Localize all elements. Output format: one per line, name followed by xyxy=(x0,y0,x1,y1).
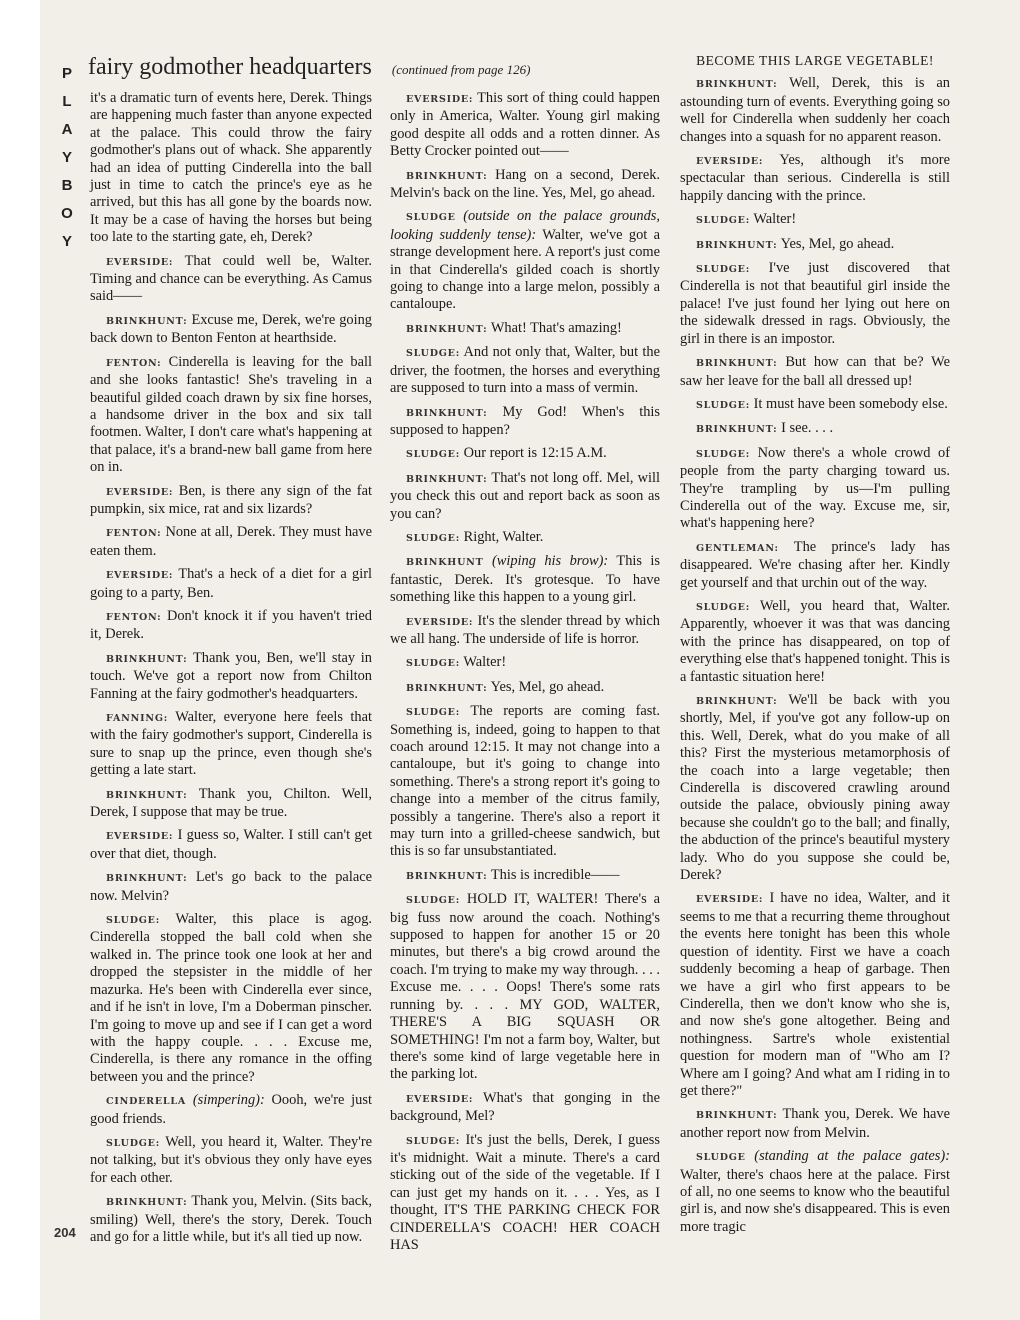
dialogue-paragraph xyxy=(90,312,372,348)
stage-direction: (outside on the palace grounds, looking suddenly tense): xyxy=(390,208,660,243)
dialogue-text: None at all, Derek. They must have eaten them. xyxy=(90,524,372,559)
speaker-name: BRINKHUNT: xyxy=(696,696,778,707)
speaker-name: SLUDGE: xyxy=(696,215,751,227)
speaker-name: EVERSIDE: xyxy=(106,256,174,268)
dialogue-text: HOLD IT, WALTER! There's a big fuss now around the coach. Nothing's supposed to happen for another 15 or 20 minutes, but there's a big crowd around the coach. I'm trying to make my way through. . . . Excuse me. . . . Oops! There's some rats running by. . . . MY GOD, WALTER, THERE'S A BIG SQUASH OR SOMETHING! I'm not a farm boy, Walter, but there's some kind of large vegetable here in the parking lot. xyxy=(390,891,660,1083)
dialogue-text: This is incredible—— xyxy=(490,866,620,883)
dialogue-paragraph xyxy=(680,75,950,146)
speaker-name: BRINKHUNT: xyxy=(696,239,778,251)
dialogue-text: Yes, although it's more spectacular than serious. Cinderella is still happily dancing with the prince. xyxy=(680,152,950,204)
speaker-name: BRINKHUNT: xyxy=(696,424,778,436)
speaker-name: SLUDGE: xyxy=(696,264,751,276)
dialogue-text: I have no idea, Walter, and it seems to me that a recurring theme throughout the events here tonight has been this whole question of identity. First we have a coach suddenly becoming a heap of garbage. Then we have a girl who first appears to be Cinderella, then we don't know who she is, and now she's gone altogether. Being and nothingness. Sartre's whole existential question for modern man of "Who am I? Where am I going? And what am I riding in to get there?" xyxy=(680,890,950,1099)
continued-note: (continued from page 126) xyxy=(391,62,531,77)
dialogue-paragraph xyxy=(390,613,660,649)
stage-direction: (standing at the palace gates): xyxy=(754,1148,950,1165)
dialogue-text: Thank you, Ben, we'll stay in touch. We've got a report now from Chilton Fanning at the fairy godmother's headquarters. xyxy=(90,649,372,702)
dialogue-text: Cinderella is leaving for the ball and she looks fantastic! She's traveling in a beautiful gilded coach drawn by six fine horses, a handsome driver in the box and six tall footmen. Walter, I don't care what's happening at that palace, it's a brand-new ball game from here on in. xyxy=(90,353,372,476)
masthead-letter: A xyxy=(61,121,75,138)
text-column-3 xyxy=(680,52,950,1242)
dialogue-paragraph xyxy=(90,1092,372,1128)
speaker-name: SLUDGE xyxy=(406,212,456,224)
speaker-name: FENTON: xyxy=(106,357,162,369)
speaker-name: EVERSIDE: xyxy=(406,616,474,628)
dialogue-paragraph xyxy=(680,445,950,533)
dialogue-text: It's the slender thread by which we all hang. The underside of life is horror. xyxy=(390,612,660,647)
dialogue-paragraph xyxy=(90,709,372,780)
dialogue-paragraph xyxy=(90,786,372,822)
speaker-name: BRINKHUNT: xyxy=(106,1197,188,1209)
speaker-name: SLUDGE: xyxy=(406,895,461,907)
dialogue-paragraph xyxy=(390,679,660,697)
speaker-name: EVERSIDE: xyxy=(106,570,174,582)
dialogue-paragraph xyxy=(390,891,660,1083)
dialogue-paragraph xyxy=(680,692,950,884)
dialogue-text: Let's go back to the palace now. Melvin? xyxy=(90,869,372,904)
dialogue-text: The prince's lady has disappeared. We're chasing after her. Kindly get yourself and that urchin out of the way. xyxy=(680,538,950,591)
dialogue-paragraph xyxy=(90,1134,372,1187)
headline-title: fairy godmother headquarters xyxy=(88,54,372,80)
speaker-name: EVERSIDE: xyxy=(106,831,174,843)
page-number: 204 xyxy=(54,1225,76,1240)
speaker-name: BRINKHUNT xyxy=(406,557,484,569)
dialogue-text: That's a heck of a diet for a girl going to a party, Ben. xyxy=(90,566,372,601)
masthead-letter: Y xyxy=(61,149,74,166)
dialogue-paragraph xyxy=(90,911,372,1086)
dialogue-paragraph xyxy=(90,354,372,477)
text-column-2 xyxy=(390,90,660,1260)
speaker-name: EVERSIDE: xyxy=(406,94,474,105)
dialogue-paragraph xyxy=(390,867,660,885)
dialogue-text: And not only that, Walter, but the driver, the footmen, the horses and everything are supposed to turn into a mass of vermin. xyxy=(390,344,660,397)
speaker-name: SLUDGE: xyxy=(406,348,461,360)
dialogue-paragraph xyxy=(680,211,950,229)
speaker-name: EVERSIDE: xyxy=(696,156,764,168)
dialogue-paragraph xyxy=(390,553,660,606)
dialogue-paragraph xyxy=(90,566,372,602)
article-headline xyxy=(88,54,530,81)
dialogue-paragraph xyxy=(680,598,950,686)
speaker-name: SLUDGE: xyxy=(106,915,161,927)
dialogue-text: Walter! xyxy=(463,654,507,671)
dialogue-text: That could well be, Walter. Timing and chance can be everything. As Camus said—— xyxy=(90,252,372,305)
dialogue-text: Yes, Mel, go ahead. xyxy=(780,235,895,252)
dialogue-text: Ben, is there any sign of the fat pumpkin, six mice, rat and six lizards? xyxy=(90,482,372,517)
dialogue-paragraph xyxy=(390,529,660,547)
masthead-letter: O xyxy=(61,205,75,222)
dialogue-paragraph xyxy=(390,470,660,523)
dialogue-text: Well, Derek, this is an astounding turn of events. Everything going so well for Cinderella when suddenly her coach changes into a squash for no apparent reason. xyxy=(680,75,950,145)
masthead-letter: P xyxy=(61,65,74,82)
dialogue-paragraph xyxy=(90,253,372,306)
speaker-name: BRINKHUNT: xyxy=(406,170,488,182)
dialogue-text: Walter, this place is agog. Cinderella stopped the ball cold when she walked in. The prince took one look at her and dropped the stepsister in the middle of her mazurka. He's been with Cinderella ever since, and if he isn't in love, I'm a Doberman pinscher. I'm going to move up and see if I can get a word with the happy couple. . . . Excuse me, Cinderella, is there any romance in the offing between you and the prince? xyxy=(90,911,372,1085)
dialogue-text: This sort of thing could happen only in America, Walter. Young girl making good despite all odds and a rotten dinner. As Betty Crocker pointed out—— xyxy=(390,90,660,160)
dialogue-paragraph xyxy=(390,320,660,338)
dialogue-paragraph xyxy=(390,654,660,672)
dialogue-text: Don't knock it if you haven't tried it, Derek. xyxy=(90,607,372,643)
dialogue-paragraph xyxy=(680,890,950,1100)
dialogue-text: I see. . . . xyxy=(781,420,834,437)
dialogue-paragraph xyxy=(90,650,372,703)
dialogue-paragraph xyxy=(390,703,660,861)
dialogue-paragraph xyxy=(680,420,950,438)
dialogue-paragraph xyxy=(680,1106,950,1142)
dialogue-text: Now there's a whole crowd of people from the party charging toward us. They're trampling by us—I'm pulling Cinderella out of the way. Excuse me, sir, what's happening here? xyxy=(680,444,950,532)
dialogue-paragraph xyxy=(90,869,372,905)
speaker-name: SLUDGE: xyxy=(696,448,751,460)
dialogue-text: The reports are coming fast. Something is, indeed, going to happen to that coach around 12:15. It may not change into a cantaloupe, but it's going to change into something. There's a strong report it's going to change into a member of the citrus family, possibly a tangerine. There's also a report it may turn into a grilled-cheese sandwich, but this is so far unsubstantiated. xyxy=(390,703,660,860)
dialogue-text: Well, you heard that, Walter. Apparently, whoever it was that was dancing with the prince has disappeared, on top of everything else that's happened tonight. This is a fantastic situation here! xyxy=(680,597,950,685)
dialogue-text: It must have been somebody else. xyxy=(753,395,948,412)
dialogue-paragraph xyxy=(90,827,372,863)
dialogue-paragraph xyxy=(680,354,950,390)
speaker-name: BRINKHUNT: xyxy=(106,315,188,327)
dialogue-text: Right, Walter. xyxy=(463,528,544,545)
dialogue-text: Thank you, Chilton. Well, Derek, I suppose that may be true. xyxy=(90,785,372,821)
masthead-letter: B xyxy=(61,177,75,194)
dialogue-paragraph xyxy=(90,608,372,644)
speaker-name: BRINKHUNT: xyxy=(406,870,488,882)
dialogue-text: What! That's amazing! xyxy=(490,319,622,336)
speaker-name: FENTON: xyxy=(106,611,162,623)
dialogue-paragraph xyxy=(390,404,660,440)
dialogue-text: Walter, everyone here feels that with the fairy godmother's support, Cinderella is sure to snap up the prince, even though she's getting a late start. xyxy=(90,709,372,779)
masthead-letter: Y xyxy=(61,233,74,250)
dialogue-text: What's that gonging in the background, Mel? xyxy=(390,1089,660,1125)
dialogue-paragraph xyxy=(390,90,660,161)
speaker-name: BRINKHUNT: xyxy=(406,473,488,485)
speaker-name: SLUDGE: xyxy=(406,707,461,719)
dialogue-text: We'll be back with you shortly, Mel, if you've got any follow-up on this. Well, Derek, what do you make of all this? First the mysterious metamorphosis of the coach into a large vegetable; then Cinderella is discovered crawling around outside the palace, obviously pining away because she couldn't go to the ball; and finally, the abduction of the prince's beautiful mystery lady. Who do you suppose she could be, Derek? xyxy=(680,692,950,884)
dialogue-text: Walter, there's chaos here at the palace. First of all, no one seems to know who the beautiful girl is, and now she's disappeared. This is even more tragic xyxy=(680,1166,950,1235)
dialogue-text: Yes, Mel, go ahead. xyxy=(490,678,605,695)
dialogue-text: That's not long off. Mel, will you check this out and report back as soon as you can? xyxy=(390,469,661,522)
speaker-name: BRINKHUNT: xyxy=(106,789,188,801)
speaker-name: EVERSIDE: xyxy=(106,486,174,498)
dialogue-paragraph xyxy=(390,167,660,203)
dialogue-text: Walter, we've got a strange development here. A report's just come in that Cinderella's gilded coach is shortly going to change into a large melon, possibly a cantaloupe. xyxy=(390,226,660,313)
dialogue-text: I've just discovered that Cinderella is not that beautiful girl inside the palace! I've just found her lying out here on the sidewalk dressed in rags. Obviously, the girl in there is an impostor. xyxy=(680,260,950,347)
dialogue-paragraph xyxy=(390,208,660,313)
speaker-name: BRINKHUNT: xyxy=(696,79,778,91)
column-3-lead-line: BECOME THIS LARGE VEGETABLE! xyxy=(696,53,934,68)
dialogue-text: Hang on a second, Derek. Melvin's back on the line. Yes, Mel, go ahead. xyxy=(390,166,660,202)
dialogue-paragraph xyxy=(680,260,950,348)
dialogue-text: Oooh, we're just good friends. xyxy=(90,1092,372,1127)
dialogue-paragraph xyxy=(680,1148,950,1236)
dialogue-paragraph xyxy=(680,396,950,414)
dialogue-text: Excuse me, Derek, we're going back down to Benton Fenton at hearthside. xyxy=(90,311,372,347)
speaker-name: GENTLEMAN: xyxy=(696,542,779,554)
dialogue-paragraph xyxy=(390,1090,660,1126)
speaker-name: SLUDGE: xyxy=(696,601,751,613)
dialogue-text: I guess so, Walter. I still can't get over that diet, though. xyxy=(90,827,372,862)
speaker-name: EVERSIDE: xyxy=(406,1093,474,1105)
dialogue-paragraph xyxy=(90,1193,372,1246)
speaker-name: BRINKHUNT: xyxy=(406,407,488,419)
speaker-name: BRINKHUNT: xyxy=(106,873,188,885)
dialogue-paragraph xyxy=(680,152,950,205)
dialogue-text: Walter! xyxy=(753,211,797,228)
masthead-letter: L xyxy=(62,93,74,110)
speaker-name: BRINKHUNT: xyxy=(406,323,488,335)
dialogue-text: But how can that be? We saw her leave for the ball all dressed up! xyxy=(680,354,950,389)
speaker-name: BRINKHUNT: xyxy=(696,1110,778,1122)
speaker-name: SLUDGE: xyxy=(406,532,461,544)
dialogue-text: Thank you, Derek. We have another report now from Melvin. xyxy=(680,1106,951,1141)
dialogue-paragraph xyxy=(680,539,950,592)
dialogue-paragraph xyxy=(390,1132,660,1255)
magazine-masthead-vertical xyxy=(56,60,80,256)
dialogue-paragraph xyxy=(390,344,660,397)
speaker-name: CINDERELLA xyxy=(106,1096,187,1108)
speaker-name: BRINKHUNT: xyxy=(106,653,188,665)
dialogue-text: My God! When's this supposed to happen? xyxy=(390,403,660,438)
speaker-name: FENTON: xyxy=(106,528,162,540)
dialogue-paragraph xyxy=(90,524,372,560)
text-column-1 xyxy=(90,90,372,1252)
speaker-name: BRINKHUNT: xyxy=(406,682,488,694)
dialogue-text: Thank you, Melvin. (Sits back, smiling) Well, there's the story, Derek. Touch and go for a little while, but it's all tied up now. xyxy=(90,1193,372,1245)
dialogue-paragraph xyxy=(90,483,372,519)
stage-direction: (wiping his brow): xyxy=(491,553,609,570)
dialogue-text: Well, you heard it, Walter. They're not talking, but it's obvious they only have eyes for each other. xyxy=(90,1133,373,1186)
speaker-name: SLUDGE: xyxy=(406,658,461,670)
dialogue-text: It's just the bells, Derek, I guess it's midnight. Wait a minute. There's a card sticking out of the side of the vegetable. If I can just get my hands on it. . . . Yes, as I thought, IT'S THE PARKING CHECK FOR CINDERELLA'S COACH! HER COACH HAS xyxy=(390,1131,660,1253)
speaker-name: BRINKHUNT: xyxy=(696,358,778,370)
stage-direction: (simpering): xyxy=(192,1092,265,1109)
speaker-name: FANNING: xyxy=(106,713,169,724)
dialogue-paragraph xyxy=(680,236,950,254)
speaker-name: SLUDGE: xyxy=(406,449,461,461)
dialogue-text: This is fantastic, Derek. It's grotesque. To have something like this happen to a young girl. xyxy=(390,553,661,606)
speaker-name: SLUDGE: xyxy=(406,1135,461,1147)
speaker-name: SLUDGE xyxy=(696,1152,746,1164)
dialogue-paragraph xyxy=(90,90,372,247)
dialogue-text: Our report is 12:15 A.M. xyxy=(463,445,607,462)
speaker-name: EVERSIDE: xyxy=(696,894,764,906)
speaker-name: SLUDGE: xyxy=(106,1137,161,1149)
dialogue-text: it's a dramatic turn of events here, Derek. Things are happening much faster than anyone expected at the palace. This could throw the fairy godmother's plans out of whack. She apparently had an idea of putting Cinderella into the ball just in time to catch the prince's eye as he arrived, but this has all gone by the boards now. It may be a case of having the horses but being too late to the starting gate, eh, Derek? xyxy=(90,90,372,246)
dialogue-paragraph xyxy=(390,445,660,463)
speaker-name: SLUDGE: xyxy=(696,399,751,411)
